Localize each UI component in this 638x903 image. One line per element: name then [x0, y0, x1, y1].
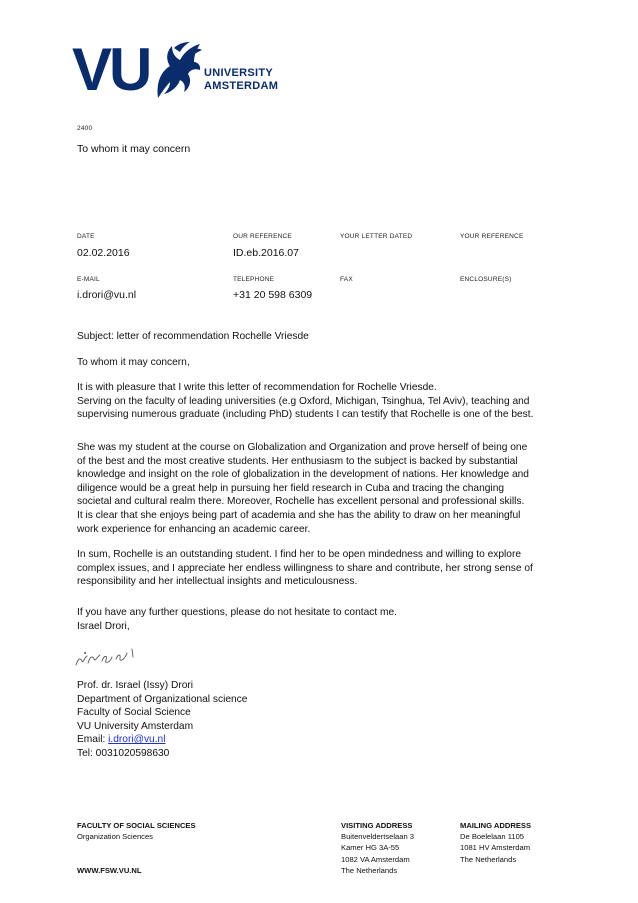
signatory-university: VU University Amsterdam — [77, 720, 194, 732]
paragraph-line: work experience for enhancing an academic career. — [77, 523, 311, 535]
logo-line-university: UNIVERSITY — [204, 67, 274, 79]
signatory-email-label: Email: — [77, 734, 109, 746]
salutation: To whom it may concern, — [77, 357, 190, 368]
signature-block — [77, 679, 577, 761]
footer-website[interactable]: WWW.FSW.VU.NL — [77, 866, 142, 875]
your-letter-dated-label: YOUR LETTER DATED — [340, 233, 413, 240]
paragraph-line: of the best and the most creative students. Her enthusiasm to the subject is backed by substantial — [77, 455, 518, 467]
paragraph-line: supervising numerous graduate (including PhD) students I can testify that Rochelle is one of the best. — [77, 409, 534, 421]
email-value: i.drori@vu.nl — [77, 289, 137, 301]
paragraph-line: Serving on the faculty of leading universities (e.g Oxford, Michigan, Tsinghua, Tel Aviv), teaching and — [77, 395, 530, 407]
footer-address-line: 1082 VA Amsterdam — [341, 854, 410, 864]
signatory-name: Prof. dr. Israel (Issy) Drori — [77, 680, 194, 691]
signatory-email-row — [77, 733, 577, 747]
handwritten-signature — [72, 645, 142, 671]
your-reference-label: YOUR REFERENCE — [460, 233, 524, 240]
signatory-tel: Tel: 0031020598630 — [77, 747, 170, 759]
paragraph-3 — [77, 548, 577, 589]
paragraph-line: It is clear that she enjoys being part of academia and she has the ability to draw on her meaningful — [77, 509, 521, 521]
footer-faculty — [77, 820, 196, 842]
paragraph-line: Israel Drori, — [77, 620, 130, 632]
paragraph-line: knowledge and insight on the role of globalization in the development of nations. Her knowledge and — [77, 469, 529, 481]
subject-line: Subject: letter of recommendation Rochelle Vriesde — [77, 331, 309, 342]
enclosure-label: ENCLOSURE(S) — [460, 276, 512, 283]
signatory-email-link[interactable]: i.drori@vu.nl — [108, 734, 166, 746]
paragraph-line: diligence would be a great help in pursuing her field research in Cuba and tracing the changing — [77, 482, 505, 494]
paragraph-line: In sum, Rochelle is an outstanding student. I find her to be open mindedness and willing to explore — [77, 549, 521, 560]
email-label: E-MAIL — [77, 276, 100, 283]
footer-faculty-sub: Organization Sciences — [77, 832, 153, 842]
footer-visiting-address — [341, 820, 414, 876]
paragraph-4 — [77, 606, 577, 633]
signatory-faculty: Faculty of Social Science — [77, 707, 191, 719]
fax-label: FAX — [340, 276, 353, 283]
paragraph-line: If you have any further questions, please do not hesitate to contact me. — [77, 607, 397, 618]
our-reference-value: ID.eb.2016.07 — [233, 247, 299, 259]
footer-mailing-heading: MAILING ADDRESS — [460, 821, 532, 830]
footer-address-line: 1081 HV Amsterdam — [460, 843, 531, 853]
paragraph-line: complex issues, and I appreciate her endless willingness to share and contribute, her strong sense of — [77, 562, 533, 574]
signatory-department: Department of Organizational science — [77, 693, 248, 705]
footer-mailing-address — [460, 820, 531, 865]
paragraph-line: It is with pleasure that I write this letter of recommendation for Rochelle Vriesde. — [77, 382, 437, 393]
griffin-logo-icon — [150, 40, 202, 102]
footer-address-line: Buitenveldertselaan 3 — [341, 832, 415, 842]
paragraph-1 — [77, 381, 577, 422]
date-label: DATE — [77, 233, 95, 240]
paragraph-line: societal and cultural realm there. Moreover, Rochelle has excellent personal and professional skills. — [77, 496, 525, 508]
footer-faculty-heading: FACULTY OF SOCIAL SCIENCES — [77, 821, 196, 830]
paragraph-line: responsibility and her intellectual insights and meticulousness. — [77, 576, 358, 588]
footer-address-line: The Netherlands — [341, 865, 398, 875]
telephone-value: +31 20 598 6309 — [233, 289, 313, 301]
logo-line-amsterdam: AMSTERDAM — [204, 80, 279, 92]
paragraph-2 — [77, 441, 577, 536]
logo-university-name — [204, 67, 278, 93]
footer-address-line: De Boelelaan 1105 — [460, 832, 525, 842]
date-value: 02.02.2016 — [77, 247, 130, 259]
footer-address-line: Kamer HG 3A-55 — [341, 843, 400, 853]
addressee: To whom it may concern — [77, 143, 191, 155]
footer-address-line: The Netherlands — [460, 854, 517, 864]
footer-visiting-heading: VISITING ADDRESS — [341, 821, 413, 830]
letter-code: 2400 — [77, 125, 93, 132]
logo-vu-letters: VU — [72, 36, 150, 103]
telephone-label: TELEPHONE — [233, 276, 275, 283]
our-reference-label: OUR REFERENCE — [233, 233, 292, 240]
paragraph-line: She was my student at the course on Globalization and Organization and prove herself of being one — [77, 442, 528, 453]
